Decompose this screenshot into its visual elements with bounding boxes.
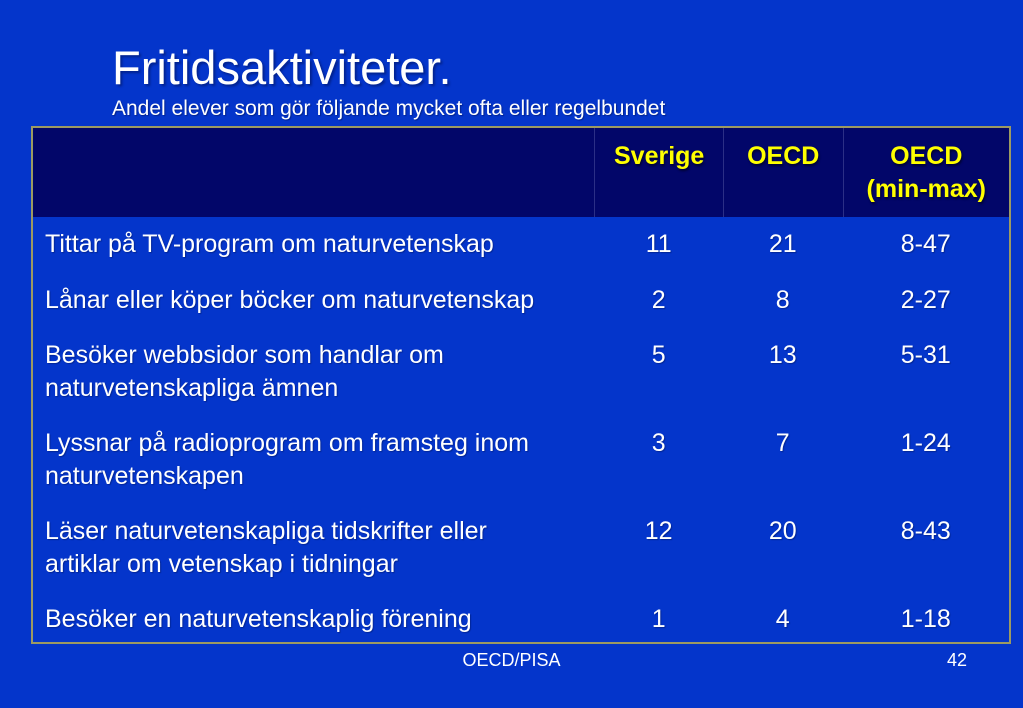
row-label: Tittar på TV-program om naturvetenskap xyxy=(45,230,494,258)
footer-source: OECD/PISA xyxy=(462,650,561,670)
header-sverige: Sverige xyxy=(594,128,722,217)
value-minmax: 1-24 xyxy=(900,429,951,457)
table-header-row xyxy=(33,128,1009,217)
value-sverige: 11 xyxy=(645,230,672,258)
value-oecd: 21 xyxy=(768,230,797,258)
row-label: Läser naturvetenskapliga tidskrifter eller artiklar om vetenskap i tidningar xyxy=(45,517,487,578)
table-row xyxy=(33,273,1009,329)
table-row xyxy=(33,592,1009,642)
value-oecd: 13 xyxy=(768,341,797,369)
value-oecd: 20 xyxy=(768,517,797,545)
value-minmax: 1-18 xyxy=(900,605,951,633)
header-oecd-minmax-line2: (min-max) xyxy=(866,174,987,203)
value-oecd: 4 xyxy=(775,605,790,633)
row-label: Besöker en naturvetenskaplig förening xyxy=(45,605,472,633)
row-label: Lyssnar på radioprogram om framsteg inom naturvetenskapen xyxy=(45,429,529,490)
activities-table xyxy=(31,126,1011,644)
row-label: Besöker webbsidor som handlar om naturvetenskapliga ämnen xyxy=(45,341,444,402)
value-sverige: 12 xyxy=(644,517,673,545)
table-row xyxy=(33,217,1009,273)
value-minmax: 2-27 xyxy=(900,285,951,314)
header-oecd: OECD xyxy=(723,128,843,217)
value-sverige: 1 xyxy=(651,605,666,633)
header-oecd-minmax-line1: OECD xyxy=(890,142,963,170)
value-sverige: 3 xyxy=(651,429,666,457)
slide-title: Fritidsaktiviteter. xyxy=(112,41,452,94)
value-oecd: 7 xyxy=(775,429,790,457)
value-minmax: 5-31 xyxy=(900,341,951,369)
slide-page-number: 42 xyxy=(946,650,967,670)
table-row xyxy=(33,504,1009,592)
table-body xyxy=(33,217,1009,642)
table-row xyxy=(33,328,1009,416)
row-label: Lånar eller köper böcker om naturvetenskap xyxy=(45,285,535,314)
value-oecd: 8 xyxy=(775,285,790,314)
value-minmax: 8-47 xyxy=(900,230,951,258)
slide-subtitle: Andel elever som gör följande mycket ofta eller regelbundet xyxy=(112,97,666,120)
value-minmax: 8-43 xyxy=(900,517,951,545)
value-sverige: 2 xyxy=(651,285,666,314)
table-row xyxy=(33,416,1009,504)
header-empty-cell xyxy=(33,128,594,217)
value-sverige: 5 xyxy=(651,341,666,369)
header-oecd-minmax xyxy=(843,128,1009,217)
